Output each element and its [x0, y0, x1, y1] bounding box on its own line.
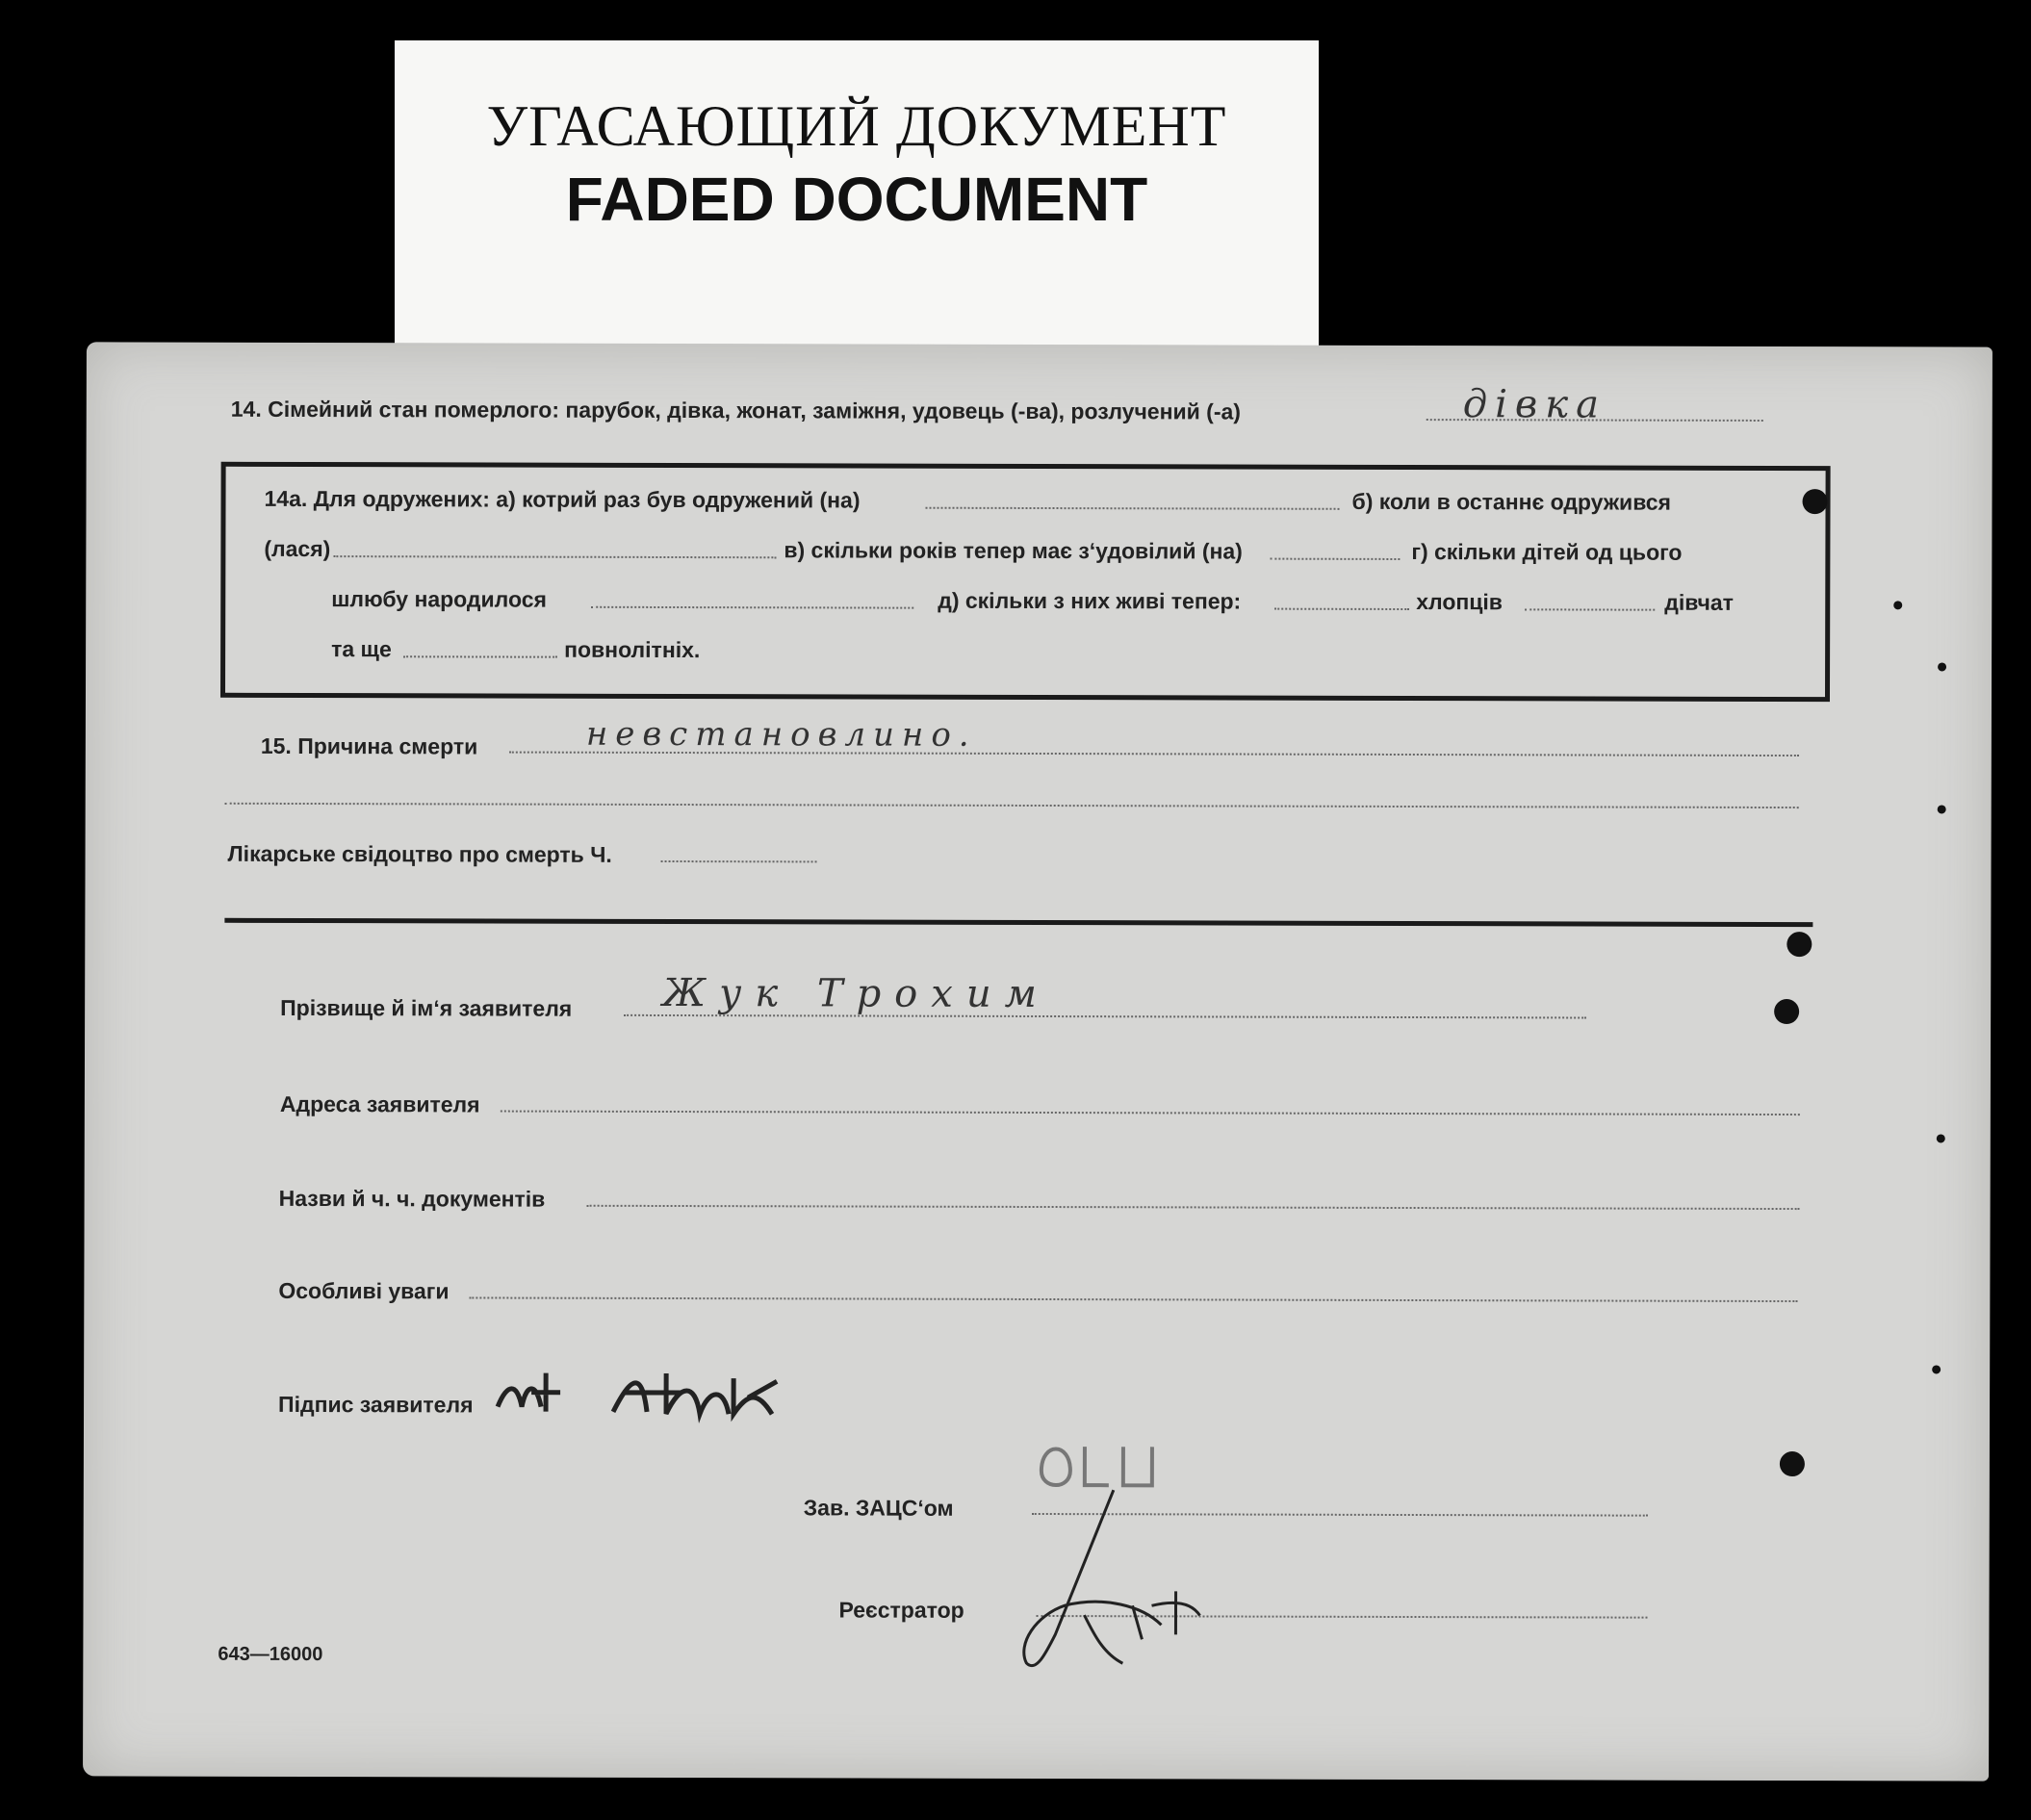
medical-certificate-label: Лікарське свідоцтво про смерть Ч. [227, 840, 612, 867]
children-born-label: шлюбу народилося [331, 586, 547, 612]
faded-document-banner [395, 40, 1319, 358]
paper-speck [1938, 662, 1946, 671]
boys-line [1525, 608, 1655, 610]
banner-title-en: FADED DOCUMENT [565, 165, 1148, 234]
punch-hole [1774, 999, 1799, 1024]
marital-status-label: 14. Сімейний стан померлого: парубок, дівка, жонат, заміжня, удовець (-ва), розлучений (-а) [230, 396, 1241, 424]
registrar-signature-image [1007, 1480, 1229, 1693]
paper-speck [1893, 601, 1902, 609]
applicant-signature-label: Підпис заявителя [278, 1391, 474, 1418]
adults-label: повнолітніх. [564, 636, 701, 663]
paper-speck [1937, 1134, 1945, 1142]
married-times-label: 14а. Для одружених: а) котрий раз був одружений (на) [264, 485, 861, 513]
punch-hole [1802, 489, 1827, 514]
death-record-form [83, 342, 1992, 1781]
girls-label: дівчат [1664, 589, 1734, 615]
children-born-line [591, 606, 913, 609]
children-alive-line [1274, 608, 1409, 610]
applicant-address-line [501, 1111, 1800, 1116]
paper-speck [1938, 805, 1946, 813]
cause-of-death-value: невстановлино. [585, 714, 977, 755]
registrar-label: Реєстратор [838, 1597, 964, 1623]
widowed-years-label: в) скільки років тепер має з‘удовілий (на) [784, 537, 1243, 564]
documents-label: Назви й ч. ч. документів [278, 1185, 546, 1212]
children-alive-label: д) скільки з них живі тепер: [938, 587, 1242, 614]
paper-speck [1932, 1365, 1941, 1373]
last-married-label-cont: (лася) [264, 535, 331, 562]
punch-hole [1780, 1451, 1805, 1476]
last-married-line [333, 555, 776, 558]
married-section-box [220, 462, 1831, 702]
applicant-address-label: Адреса заявителя [279, 1090, 480, 1117]
head-zags-label: Зав. ЗАЦС‘ом [803, 1495, 954, 1521]
cause-of-death-label: 15. Причина смерти [260, 732, 478, 759]
applicant-name-label: Прізвище й ім‘я заявителя [280, 994, 573, 1021]
section-divider [224, 918, 1812, 927]
applicant-name-value: Жук Трохим [662, 970, 1050, 1017]
print-code: 643—16000 [218, 1643, 323, 1666]
applicant-signature-image [488, 1354, 892, 1432]
remarks-line [469, 1296, 1797, 1302]
married-times-line [926, 507, 1340, 510]
cause-of-death-line-2 [225, 803, 1799, 808]
banner-title-ru: УГАСАЮЩИЙ ДОКУМЕНТ [486, 94, 1227, 158]
marital-status-value: дівка [1462, 382, 1607, 427]
punch-hole [1787, 932, 1812, 957]
children-count-label: г) скільки дітей од цього [1411, 539, 1683, 565]
remarks-label: Особливі уваги [278, 1277, 450, 1304]
widowed-years-line [1270, 558, 1400, 560]
last-married-label: б) коли в останнє одружився [1351, 488, 1672, 515]
medical-certificate-line [661, 860, 817, 862]
adults-line [403, 655, 557, 657]
documents-line [587, 1205, 1800, 1210]
boys-label: хлопців [1416, 589, 1504, 615]
also-label: та ще [331, 636, 392, 662]
